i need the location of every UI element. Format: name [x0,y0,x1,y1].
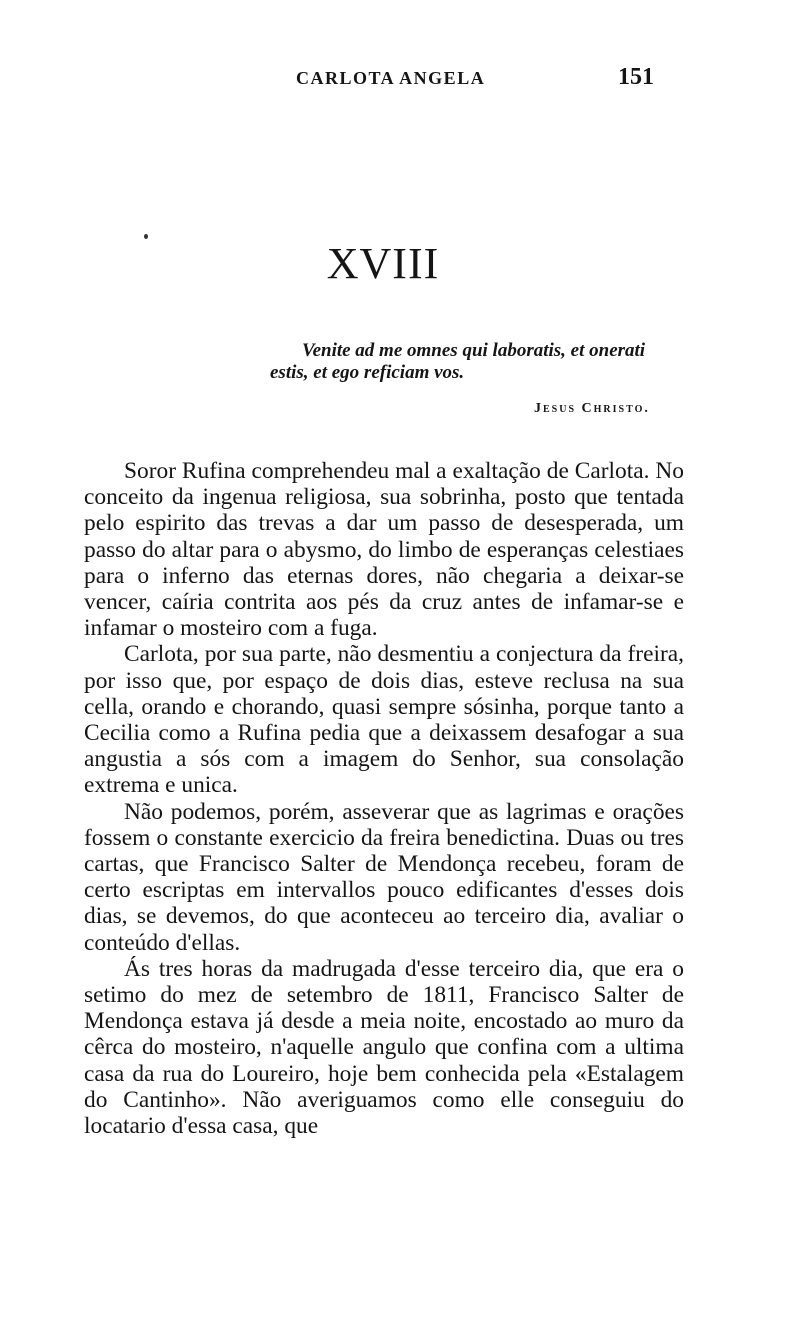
chapter-heading [0,238,800,289]
epigraph-line-2: estis, et ego reficiam vos. [270,362,465,383]
running-title: CARLOTA ANGELA [296,68,486,88]
paragraph: Não podemos, porém, asseverar que as lagrimas e orações fossem o constante exercicio da freira benedictina. Duas ou tres cartas, que Francisco Salter de Mendonça recebeu, foram de certo escriptas em intervallos pouco edificantes d'esses dois dias, se devemos, do que aconteceu ao terceiro dia, avaliar o conteúdo d'ellas. [84,798,684,956]
page-number: 151 [618,64,654,90]
epigraph-attribution: Jesus Christo. [534,401,650,416]
chapter-number: XVIII [326,239,440,288]
paragraph: Ás tres horas da madrugada d'esse terceiro dia, que era o setimo do mez de setembro de 1811, Francisco Salter de Mendonça estava já desde a meia noite, encostado ao muro da cêrca do mosteiro, n'aquelle angulo que confina com a ultima casa da rua do Loureiro, hoje bem conhecida pela «Estalagem do Cantinho». Não averiguamos como elle conseguiu do locatario d'essa casa, que [84,955,684,1140]
epigraph-line-1: Venite ad me omnes qui laboratis, et onerati [302,340,646,361]
paragraph: Soror Rufina comprehendeu mal a exaltação de Carlota. No conceito da ingenua religiosa, sua sobrinha, posto que tentada pelo espirito das trevas a dar um passo de desesperada, um passo do altar para o abysmo, do limbo de esperanças celestiaes para o inferno das eternas dores, não chegaria a deixar-se vencer, caíria contrita aos pés da cruz antes de infamar-se e infamar o mosteiro com a fuga. [84,458,684,642]
paragraph: Carlota, por sua parte, não desmentiu a conjectura da freira, por isso que, por espaço de dois dias, esteve reclusa na sua cella, orando e chorando, quasi sempre sósinha, porque tanto a Cecilia como a Rufina pedia que a deixassem desafogar a sua angustia a sós com a imagem do Senhor, sua consolação extrema e unica. [84,641,684,799]
body-text [84,458,684,1139]
epigraph [270,340,700,384]
